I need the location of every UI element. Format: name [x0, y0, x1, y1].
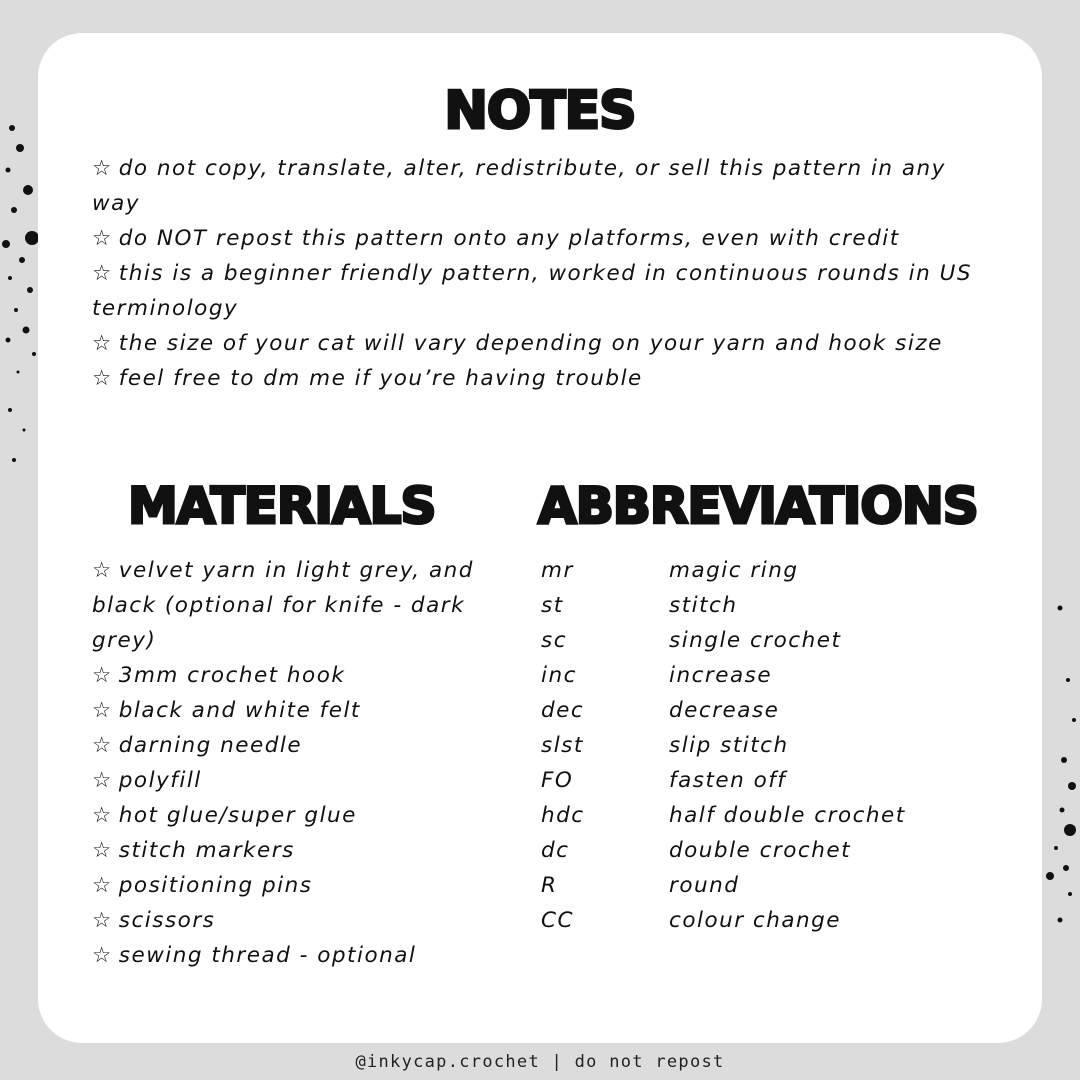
- list-item: ☆ polyfill: [92, 768, 202, 793]
- star-icon: ☆: [92, 331, 113, 356]
- list-item: ☆ darning needle: [92, 733, 303, 758]
- abbr-term: CC: [541, 908, 575, 933]
- abbr-term: R: [541, 873, 558, 898]
- star-icon: ☆: [92, 663, 113, 688]
- star-icon: ☆: [92, 908, 113, 933]
- star-icon: ☆: [92, 261, 113, 286]
- notes-title: NOTES: [444, 81, 636, 141]
- abbr-meaning: colour change: [669, 908, 842, 933]
- star-icon: ☆: [92, 226, 113, 251]
- abbr-meaning: slip stitch: [669, 733, 789, 758]
- table-row: [541, 588, 906, 623]
- abbreviations-table: [541, 553, 906, 938]
- star-icon: ☆: [92, 558, 113, 583]
- table-row: [541, 553, 906, 588]
- list-item: ☆ do not copy, translate, alter, redistribute, or sell this pattern in any way: [92, 156, 946, 216]
- abbr-term: st: [541, 593, 564, 618]
- star-icon: ☆: [92, 733, 113, 758]
- abbr-term: slst: [541, 733, 584, 758]
- table-row: [541, 728, 906, 763]
- table-row: [541, 833, 906, 868]
- pattern-card: [38, 33, 1042, 1043]
- abbr-term: sc: [541, 628, 568, 653]
- notes-list: [92, 151, 987, 396]
- list-item: ☆ velvet yarn in light grey, and black (optional for knife - dark grey): [92, 558, 474, 653]
- star-icon: ☆: [92, 873, 113, 898]
- list-item: ☆ do NOT repost this pattern onto any platforms, even with credit: [92, 226, 900, 251]
- list-item: ☆ black and white felt: [92, 698, 361, 723]
- star-icon: ☆: [92, 803, 113, 828]
- star-icon: ☆: [92, 768, 113, 793]
- list-item: ☆ the size of your cat will vary depending on your yarn and hook size: [92, 331, 943, 356]
- abbr-term: inc: [541, 663, 577, 688]
- abbr-meaning: single crochet: [669, 628, 842, 653]
- list-item: ☆ stitch markers: [92, 838, 295, 863]
- list-item: ☆ positioning pins: [92, 873, 313, 898]
- table-row: [541, 798, 906, 833]
- footer-credit: @inkycap.crochet | do not repost: [355, 1052, 725, 1072]
- star-icon: ☆: [92, 156, 113, 181]
- star-icon: ☆: [92, 838, 113, 863]
- ink-splatter-right: [1040, 600, 1080, 940]
- abbr-meaning: double crochet: [669, 838, 852, 863]
- list-item: ☆ 3mm crochet hook: [92, 663, 346, 688]
- abbreviations-title: ABBREVIATIONS: [538, 477, 978, 535]
- abbr-term: FO: [541, 768, 574, 793]
- list-item: ☆ hot glue/super glue: [92, 803, 357, 828]
- abbr-meaning: fasten off: [669, 768, 787, 793]
- materials-list: [92, 553, 492, 973]
- abbr-term: dec: [541, 698, 585, 723]
- table-row: [541, 868, 906, 903]
- list-item: ☆ scissors: [92, 908, 216, 933]
- ink-splatter-left: [0, 110, 42, 490]
- abbr-term: hdc: [541, 803, 585, 828]
- list-item: ☆ sewing thread - optional: [92, 943, 417, 968]
- abbr-meaning: stitch: [669, 593, 738, 618]
- star-icon: ☆: [92, 698, 113, 723]
- materials-title: MATERIALS: [128, 477, 436, 535]
- table-row: [541, 658, 906, 693]
- abbr-meaning: magic ring: [669, 558, 799, 583]
- list-item: ☆ this is a beginner friendly pattern, worked in continuous rounds in US terminology: [92, 261, 972, 321]
- abbr-term: dc: [541, 838, 570, 863]
- star-icon: ☆: [92, 366, 113, 391]
- abbr-meaning: decrease: [669, 698, 780, 723]
- abbr-meaning: half double crochet: [669, 803, 906, 828]
- table-row: [541, 623, 906, 658]
- list-item: ☆ feel free to dm me if you’re having trouble: [92, 366, 643, 391]
- abbr-term: mr: [541, 558, 574, 583]
- table-row: [541, 763, 906, 798]
- abbr-meaning: increase: [669, 663, 773, 688]
- star-icon: ☆: [92, 943, 113, 968]
- table-row: [541, 693, 906, 728]
- table-row: [541, 903, 906, 938]
- abbr-meaning: round: [669, 873, 740, 898]
